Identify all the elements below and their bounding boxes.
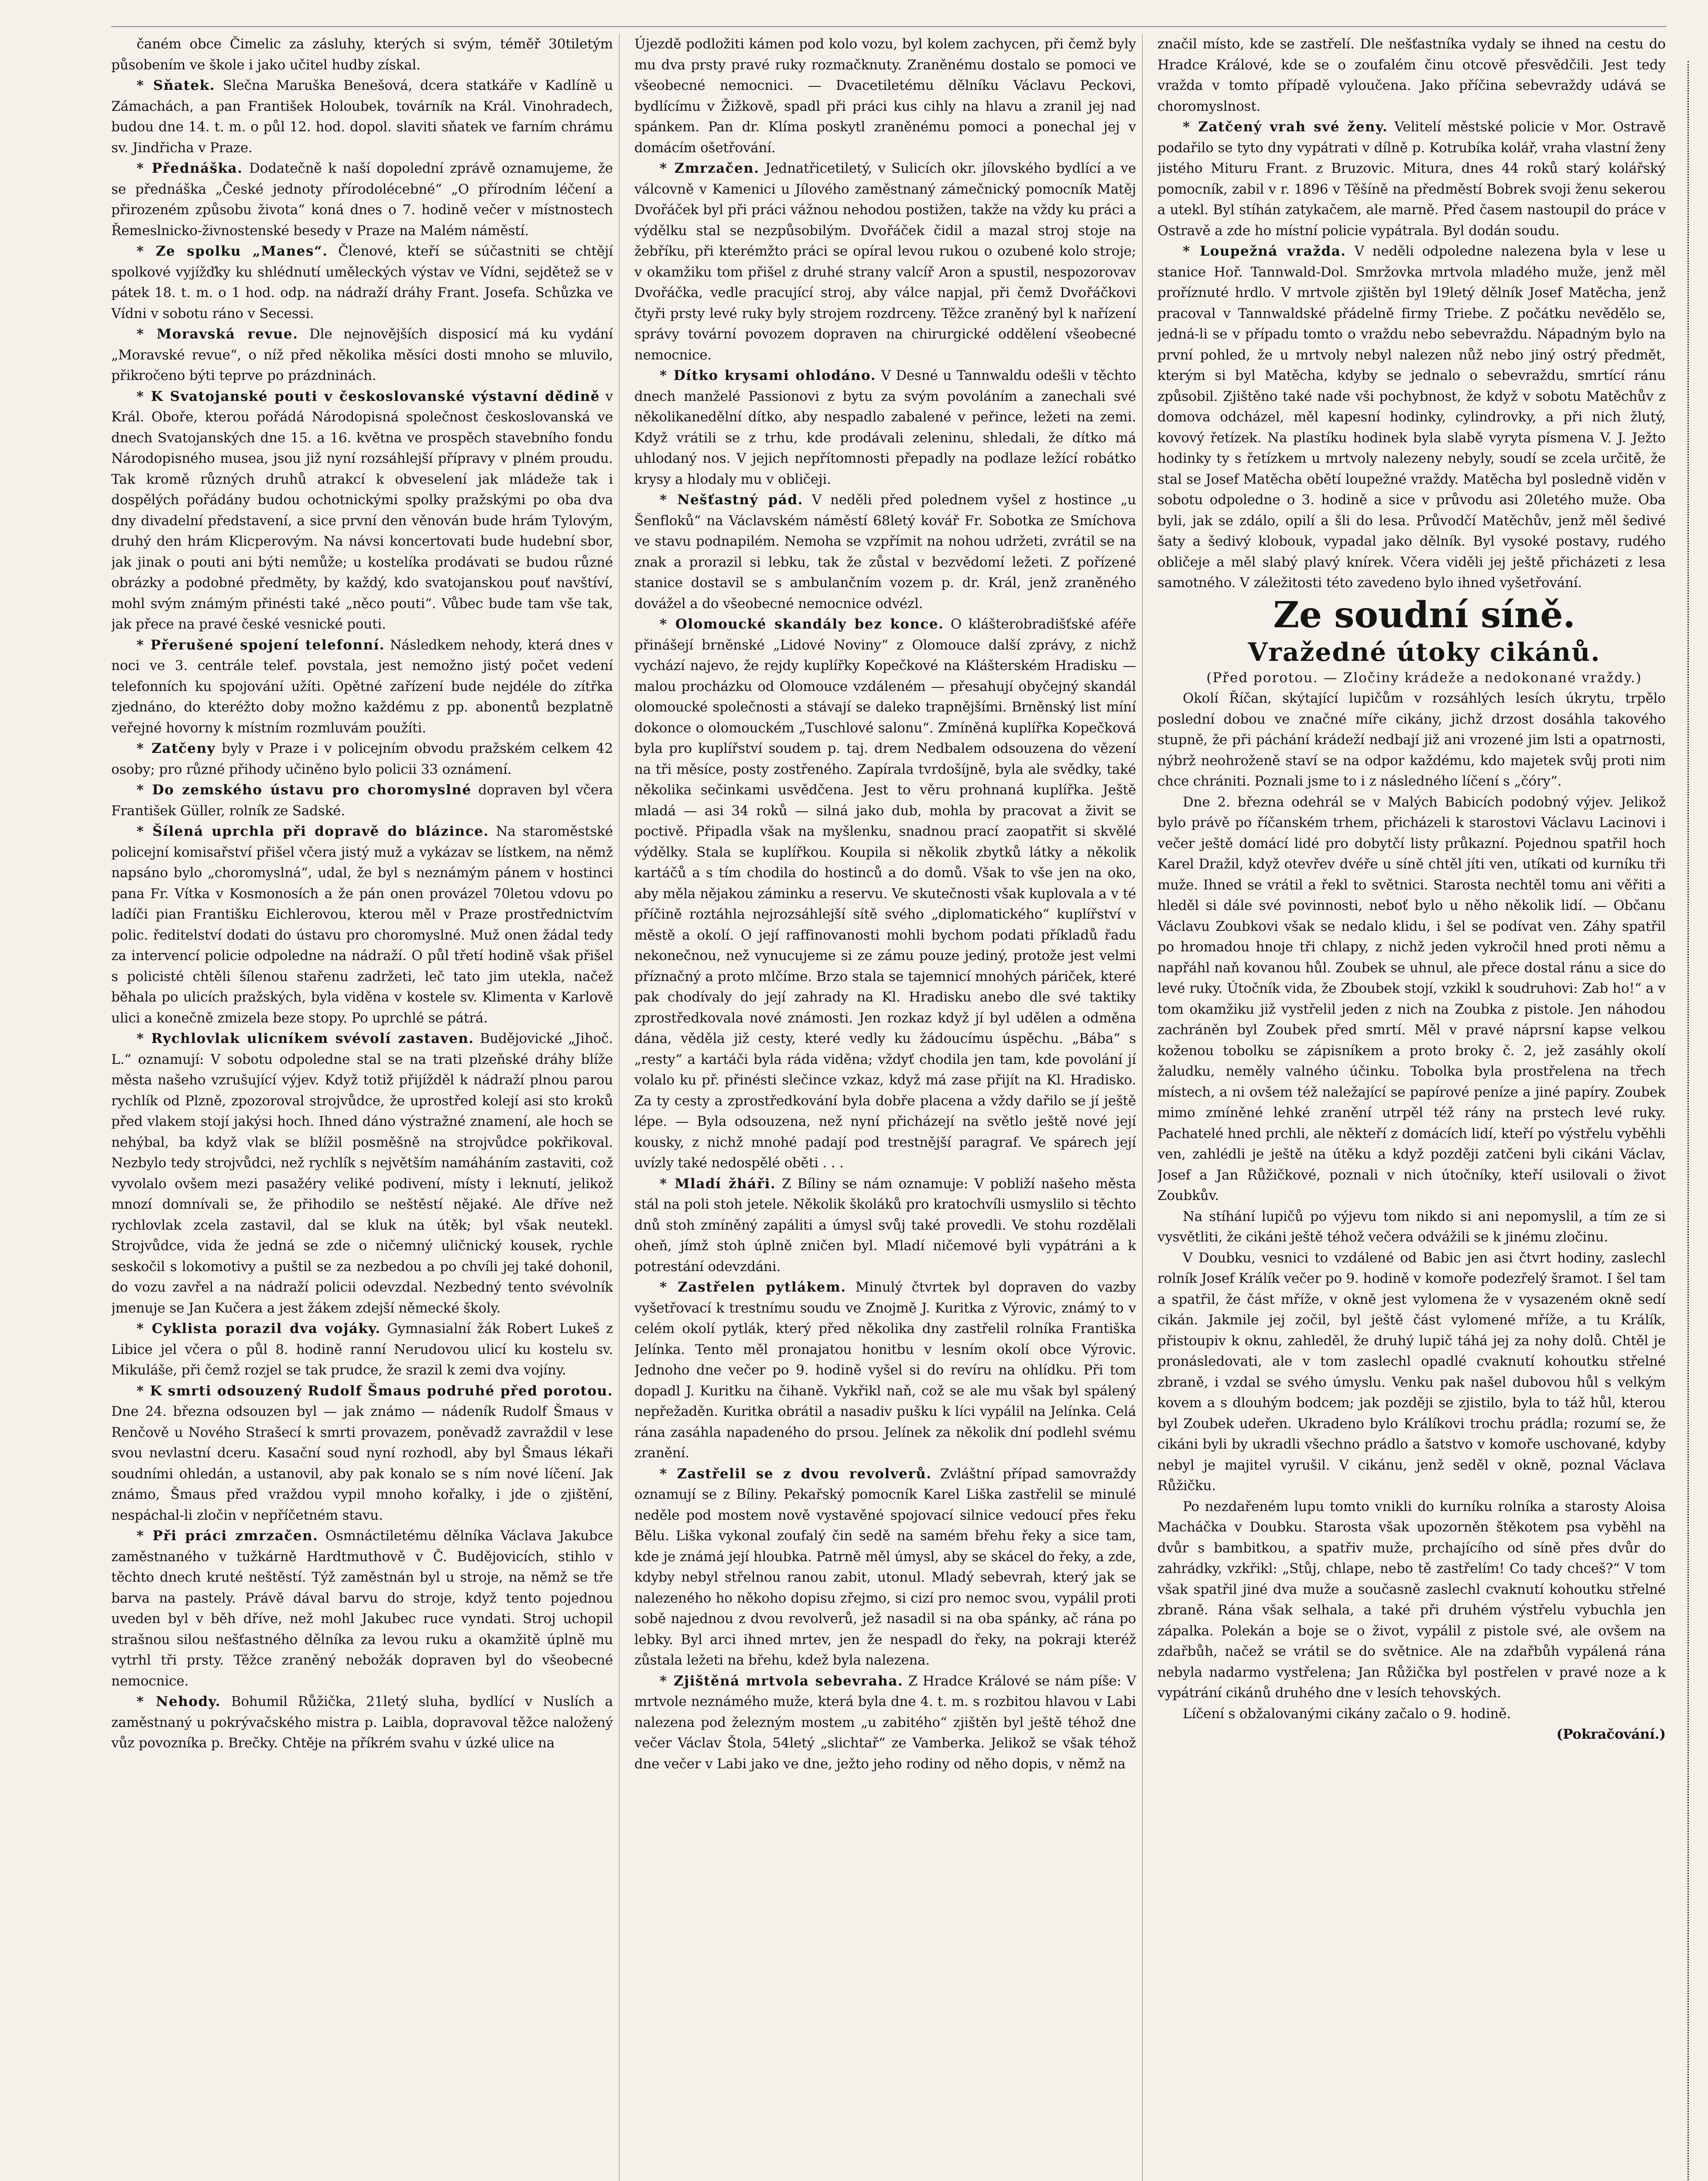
continued-note: (Pokračování.) <box>1556 1726 1666 1742</box>
article-text: V Desné u Tannwaldu odešli v těchto dnech manželé Passionovi z bytu za svým povoláním a zanechali své několikanedělní dítko, aby nespadlo zabalené v peřince, ležeti na zemi. Když vrátili se z trhu, kde prodávali zeleninu, shledali, že dítko má uhlodaný nos. V jejich nepřítomnosti přepadly na podlaze ležící robátko krysy a hlodaly mu v obličeji. <box>634 368 1136 487</box>
article-text: v Král. Oboře, kterou pořádá Národopisná společnost českoslovanská ve dnech Svatojanských dne 15. a 16. května ve prospěch stavebního fondu Národopisného musea, jsou již nyní rozsáhlejší přípravy v plném proudu. Tak kromě různých druhů atrakcí k obveselení jak mládeže tak i dospělých pořádány budou ochotnickými spolky pražskými po oba dva dny divadelní představení, a sice první den věnován bude hrám Tylovým, druhý den hrám Klicperovým. Na návsi koncertovati bude hudební sbor, jak jinak o pouti ani býti nemůže; u kostelíka prodávati se budou různé obrázky a podobné předměty, by každý, kdo svatojanskou pouť navštíví, mohl svým známým přinésti také „něco pouti“. Vůbec bude tam vše tak, jak přece na pravé české vesnické pouti. <box>111 388 613 632</box>
article-headline: * Do zemského ústavu pro choromyslné <box>137 782 472 798</box>
article-headline: * Mladí žháři. <box>660 1176 776 1192</box>
article-paragraph <box>111 1692 613 1754</box>
article-headline: * Dítko krysami ohlodáno. <box>660 368 876 383</box>
article-text: Na staroměstské policejní komisařství přišel včera jistý muž a vykázav se lístkem, na němž napsáno bylo „choromyslná“, udal, že byl s neznámým pánem v hostinci pana Fr. Vítka v Kosmonosích a že pán onen provázel 70letou vdovu po ladíči pian Františku Eichlerovou, kterou měl v Praze prostřednictvím polic. ředitelství dodati do ústavu pro choromyslné. Muž onen žádal tedy za intervencí policie odpoledne na nádraží. O půl třetí hodině však přišel s policisté chtěli šílenou stařenu zadržeti, leč tato jim utekla, načež běhala po ulicích pražských, byla viděna v kostele sv. Klimenta v Karlově ulici a konečně zmizela beze stopy. Po uprchlé se pátrá. <box>111 824 613 1026</box>
article-paragraph <box>111 75 613 158</box>
article-paragraph <box>1157 1207 1666 1248</box>
article-paragraph <box>111 324 613 386</box>
article-paragraph <box>1157 1248 1666 1497</box>
article-paragraph <box>634 1671 1136 1775</box>
article-headline: * Nešťastný pád. <box>660 492 803 508</box>
article-text: V Doubku, vesnici to vzdálené od Babic jen asi čtvrt hodiny, zaslechl rolník Josef Králík večer po 9. hodině v komoře podezřelý šramot. I šel tam a spatřil, že část mříže, v okně jest vylomena že v vysazeném okně sedí cikán. Jakmile jej zočil, byl ještě část vylomené mříže, a tu Králík, přistoupiv k oknu, zahleděl, že druhý lupič táhá jej za nohy dolů. Chtěl je pronásledovati, ale v tom zaslechl opadlé cvaknutí kohoutku střelné zbraně, i vzdal se svého úmyslu. Venku pak našel dubovou hůl s velkým kovem a s dlouhým bodcem; jak později se zjistilo, byla to táž hůl, kterou byl Zoubek udeřen. Ukradeno bylo Králíkovi trochu prádla; rozumí se, že cikáni byli by ukradli všechno prádlo a šatstvo v komoře uschované, kdyby nebyl je majitel vyrušil. V cikánu, jenž seděl v okně, poznal Václava Růžičku. <box>1157 1250 1666 1494</box>
article-text: Budějovické „Jihoč. L.“ oznamují: V sobotu odpoledne stal se na trati plzeňské dráhy blíže města našeho vzrušující výjev. Když totiž přijížděl k nádraží plnou parou rychlík od Plzně, zpozoroval strojvůdce, že uprostřed kolejí asi sto kroků před vlakem stojí jakýsi hoch. Ihned dáno výstražné znamení, ale hoch se nehýbal, ba když vlak se blížil posměšně na strojvůdce pokřikoval. Nezbylo tedy strojvůdci, než rychlík s největším namáháním zastaviti, což vyvolalo ovšem mezi pasažéry veliké podivení, místy i leknutí, jelikož mnozí domnívali se, že přihodilo se neštěstí nějaké. Ale dříve než rychlovlak zcela zastavil, dal se kluk na útěk; byl však neutekl. Strojvůdce, vida že jedná se zde o ničemný uličnický kousek, rychle seskočil s lokomotivy a puštil se za nezbedou a po chvíli jej také dohonil, do vozu zavřel a na nádraží policii odevzdal. Nezbedný tento svévolník jmenuje se Jan Kučera a jest žákem zdejší německé školy. <box>111 1031 613 1316</box>
article-paragraph <box>1157 34 1666 117</box>
article-headline: * Sňatek. <box>137 78 215 93</box>
article-paragraph <box>1157 241 1666 594</box>
article-headline: * Zastřelen pytlákem. <box>660 1279 846 1295</box>
article-paragraph <box>111 738 613 780</box>
article-paragraph <box>111 780 613 821</box>
article-paragraph <box>1157 1704 1666 1725</box>
article-text: Velitelí městské policie v Mor. Ostravě podařilo se tyto dny vypátrati v dílně p. Kotrubíka kolář, vraha vlastní ženy jistého Mituru Frant. z Bruzovic. Mitura, dnes 44 roků starý kolářský pomocník, zabil v r. 1896 v Těšíně na předměstí Bobrek svoji ženu sekerou a utekl. Byl stíhán zatykačem, ale marně. Před časem nastoupil do práce v Ostravě a zde ho místní policie vypátrala. Byl dodán soudu. <box>1157 119 1666 239</box>
article-text: Dodatečně k naší dopolední zprávě oznamujeme, že se přednáška „České jednoty přírodolécebné“ „O přírodním léčení a přirozeném způsobu života“ koná dnes o 7. hodině večer v místnostech Řemeslnicko-živnostenské besedy v Praze na Malém náměstí. <box>111 161 613 239</box>
top-rule <box>111 26 1667 27</box>
article-headline: * Zjištěná mrtvola sebevraha. <box>660 1673 904 1689</box>
article-text: Z Hradce Králové se nám píše: V mrtvole neznámého muže, která byla dne 4. t. m. s rozbitou hlavou v Labi nalezena pod železným mostem „u zabitého“ zjištěn byl ještě téhož dne večer Václav Štola, 54letý „slichtař“ ze Vamberka. Jelikož se však téhož dne večer v Labi jako ve dne, ježto jeho rodiny od něho dopis, v němž na <box>634 1673 1136 1772</box>
article-paragraph <box>111 386 613 635</box>
article-headline: * Loupežná vražda. <box>1183 243 1346 259</box>
article-headline: * Zatčený vrah své ženy. <box>1183 119 1388 135</box>
article-headline: * Nehody. <box>137 1694 221 1709</box>
article-text: Bohumil Růžička, 21letý sluha, bydlící v Nuslích a zaměstnaný u pokrývačského mistra p. Laibla, dopravoval těžce naložený vůz povozníka p. Brečky. Chtěje na příkrém svahu v úzké ulice na <box>111 1694 613 1751</box>
article-paragraph <box>1157 792 1666 1207</box>
article-headline: * Cyklista porazil dva vojáky. <box>137 1321 381 1337</box>
article-paragraph <box>1157 1497 1666 1704</box>
article-text: Okolí Říčan, skýtající lupičům v rozsáhlých lesích úkrytu, trpělo poslední dobou ve značné míře cikány, jichž drzost dosáhla takového stupně, že při páchání krádeží nedbají již ani vrozené jim lsti a opatrnosti, nýbrž neohroženě staví se na odpor každému, kdo majetek svůj proti nim chce chrániti. Poznali jsme to i z následného líčení s „čóry“. <box>1157 691 1666 789</box>
column-3 <box>1157 34 1666 2181</box>
article-paragraph <box>1157 688 1666 792</box>
section-title: Ze soudní síně. <box>1273 594 1575 636</box>
article-headline: * K Svatojanské pouti v českoslovanské výstavní dědině <box>137 388 600 404</box>
article-headline: * Rychlovlak ulicníkem svévolí zastaven. <box>137 1031 474 1046</box>
article-text: V neděli odpoledne nalezena byla v lese u stanice Hoř. Tannwald-Dol. Smržovka mrtvola mladého muže, jenž měl proříznuté hrdlo. V mrtvole zjištěn byl 19letý dělník Josef Matěcha, jenž pracoval v Tannwaldské přádelně firmy Triebe. Z počátku nevědělo se, jedná-li se v případu tomto o vraždu nebo sebevraždu. Nápadným bylo na první pohled, že u mrtvoly nebyl nalezen nůž nebo jiný ostrý předmět, kterým si byl Matěcha, kdyby se jednalo o sebevraždu, smrtící ránu způsobil. Zjištěno také nade vši pochybnost, že když v sobotu Matěchův z domova odcházel, měl kapesní hodinky, cylindrovky, a při nich žlutý, kovový řetízek. Na plastíku hodinek byla slabě vyryta písmena V. J. Ježto hodinky ty s řetízkem u mrtvoly nalezeny nebyly, soudí se zcela určitě, že stal se Josef Matěcha obětí loupežné vraždy. Matěcha byl posledně viděn v sobotu odpoledne o 3. hodině a sice v průvodu asi 20letého muže. Oba byli, jak se zdálo, opilí a šli do lesa. Průvodčí Matěchův, jenž měl šedivé šaty a šedivý klobouk, vypadal jako dělník. Byl vysoké postavy, rudého obličeje a měl slabý plavý knírek. Včera viděli jej ještě přicházeti z lesa samotného. V záležitosti této zavedeno bylo ihned vyšetřování. <box>1157 243 1666 591</box>
article-paragraph <box>634 614 1136 1174</box>
article-headline: * Zmrzačen. <box>660 161 760 176</box>
article-headline: * Při práci zmrzačen. <box>137 1528 318 1544</box>
article-paragraph <box>634 1174 1136 1278</box>
article-headline: * Olomoucké skandály bez konce. <box>660 616 944 632</box>
article-text: značil místo, kde se zastřelí. Dle nešťastníka vydaly se ihned na cestu do Hradce Králové, kde se o zoufalém činu otcově přesvědčili. Jest tedy vražda v tomto případě vyloučena. Jako příčina sebevraždy udává se choromyslnost. <box>1157 36 1666 114</box>
article-headline: * Přerušené spojení telefonní. <box>137 637 385 653</box>
article-text: Z Bíliny se nám oznamuje: V pobliží našeho města stál na poli stoh jetele. Několik školáků pro kratochvíli usmyslilo si těchto dnů stoh zmíněný zapáliti a úmysl svůj také provedli. Ve stohu rozdělali oheň, jímž stoh úplně zničen byl. Mladí ničemové byli vypátráni a k potrestání odevzdáni. <box>634 1176 1136 1275</box>
article-text: byly v Praze i v policejním obvodu pražském celkem 42 osoby; pro různé přihody učiněno bylo policii 33 oznámení. <box>111 741 613 777</box>
article-text: Gymnasialní žák Robert Lukeš z Libice jel včera o půl 8. hodině ranní Nerudovou ulicí ku kostelu sv. Mikuláše, při čemž rozjel se tak prudce, že srazil k zemi dva vojíny. <box>111 1321 613 1378</box>
article-headline: * Přednáška. <box>137 161 243 176</box>
article-paragraph <box>111 34 613 75</box>
article-text: Újezdě podložiti kámen pod kolo vozu, byl kolem zachycen, při čemž byly mu dva prsty pravé ruky rozmačknuty. Zraněnému dostalo se pomoci ve všeobecné nemocnici. — Dvacetiletému dělníku Václavu Peckovi, bydlícímu v Žižkově, spadl při práci kus cihly na hlavu a zranil jej nad spánkem. Pan dr. Klíma poskytl zraněnému pomoci a ponechal jej v domácím ošetřování. <box>634 36 1136 156</box>
article-text: Dle nejnovějších disposicí má ku vydání „Moravské revue“, o níž před několika měsíci dosti mnoho se mluvilo, přikročeno býti teprve po prázdninách. <box>111 326 613 383</box>
article-text: Dne 24. března odsouzen byl — jak známo — nádeník Rudolf Šmaus v Renčově u Nového Strašecí k smrti provazem, poněvadž zavraždil v lese svou nevlastní dceru. Kasační soud nyní rozhodl, aby byl Šmaus lékaři soudními ohledán, a ustanovil, aby pak konalo se s ním nové líčení. Jak známo, Šmaus před vraždou vypil mnoho kořalky, i jde o zjištění, nespáchal-li zločin v nepříčetném stavu. <box>111 1404 613 1523</box>
article-headline: * Zatčeny <box>137 741 216 756</box>
article-paragraph <box>111 821 613 1029</box>
article-headline: * Ze spolku „Manes“. <box>137 243 328 259</box>
article-headline: * Zastřelil se z dvou revolverů. <box>660 1466 932 1482</box>
article-text: Následkem nehody, která dnes v noci ve 3. centrále telef. povstala, jest nemožno jistý počet vedení telefonních ku spojování užíti. Opětné zařízení bude nejdéle do zítřka zjednáno, do kteréžto doby možno každému z pp. abonentů bezplatně veřejné hovorny k místním rozmluvám použíti. <box>111 637 613 736</box>
article-text: Minulý čtvrtek byl dopraven do vazby vyšetřovací k trestnímu soudu ve Znojmě J. Kuritka z Výrovic, známý to v celém okolí pytlák, který před několika dny zastřelil rolníka Františka Jelínka. Tento měl pronajatou honitbu v lesním okolí obce Výrovic. Jednoho dne večer po 9. hodině vyšel si do revíru na ohlídku. Při tom dopadl J. Kuritku na čihaně. Vykřikl naň, což se ale mu však byl spálený nepřežaděn. Kuritka obrátil a nasadiv pušku k líci vypálil na Jelínka. Celá rána zasáhla napadeného do prsou. Jelínek za několik dní podlehl svému zranění. <box>634 1279 1136 1461</box>
article-paragraph <box>634 366 1136 490</box>
article-paragraph <box>111 1526 613 1692</box>
article-paragraph <box>111 241 613 324</box>
section-note: (Před porotou. — Zločiny krádeže a nedokonané vraždy.) <box>1206 670 1642 686</box>
article-text: Členové, kteří se súčastniti se chtějí spolkové vyjížďky ku shlédnutí uměleckých výstav ve Vídni, sejdětež se v pátek 18. t. m. o 1 hod. odp. na nádraží dráhy Frant. Josefa. Schůzka ve Vídni v sobotu ráno v Secessi. <box>111 243 613 321</box>
article-text: Na stíhání lupičů po výjevu tom nikdo si ani nepomyslil, a tím ze si vysvětliti, že cikáni ještě téhož večera odvážili se k jinému zločinu. <box>1157 1208 1666 1245</box>
article-text: Slečna Maruška Benešová, dcera statkáře v Kadlíně u Zámachách, a pan František Holoubek, továrník na Král. Vinohradech, budou dne 14. t. m. o půl 12. hod. dopol. slaviti sňatek ve farním chrámu sv. Jindřicha v Praze. <box>111 78 613 156</box>
article-paragraph <box>1157 117 1666 241</box>
article-text: Osmnáctiletému dělníka Václava Jakubce zaměstnaného v tužkárně Hardtmuthově v Č. Budějovicích, stihlo v těchto dnech kruté neštěstí. Týž zaměstnán byl u stroje, na němž se tře barva na pastely. Právě dával barvu do stroje, když tento pojednou uveden byl v běh dříve, než mohl Jakubec ruce vyndati. Stroj uchopil strašnou silou nešťastného dělníka za levou ruku a okamžitě úplně mu vytrhl tři prsty. Těžce zraněný nebožák dopraven byl do všeobecné nemocnice. <box>111 1528 613 1689</box>
article-paragraph <box>111 1381 613 1526</box>
columns <box>111 34 1667 2181</box>
article-paragraph <box>111 1319 613 1381</box>
article-text: čaném obce Čimelic za zásluhy, kterých si svým, téměř 30tiletým působením ve škole i jako učitel hudby získal. <box>111 36 613 73</box>
article-paragraph <box>634 1464 1136 1671</box>
article-paragraph <box>111 1029 613 1319</box>
article-paragraph <box>111 635 613 739</box>
article-text: O klášterobradišťské aféře přinášejí brněnské „Lidové Noviny“ z Olomouce další zprávy, z nichž vychází najevo, že rejdy kuplířky Kopečkové na Klášterském Hradisku — malou procházku od Olomouce vzdáleném — přesahují obyčejný skandál olomoucké společnosti a stávají se daleko trapnějšími. Brněnský list míní dokonce o olomouckém „Tuschlové salonu“. Zmíněná kuplířka Kopečková byla pro kuplířství soudem p. taj. drem Nedbalem odsouzena do vězení na tři měsíce, posty zostřeného. Zapírala tvrdošíjně, byla ale svědky, také několika sečinkami usvědčena. Jest to věru prohnaná kuplířka. Ještě mladá — asi 34 roků — silná jako dub, mohla by pracovat a živit se poctivě. Připadla však na myšlenku, snadnou prací zaopatřit si skvělé výdělky. Stala se kuplířkou. Koupila si několik zbytků látky a několik kartáčů a s tím chodila do hostinců a do domů. Však to vše jen na oko, aby měla nějakou záminku a reservu. Ve skutečnosti však kuplovala a v té příčině roztáhla nejrozsáhlejší sítě svého „diplomatického“ kuplířství v městě a okolí. O její raffinovanosti mohli bychom podati příkladů řadu nekonečnou, než vynucujeme si ze zámu pouze jediný, protože jest velmi příznačný a proto mlčíme. Brzo stala se tajemnicí mnohých páriček, které pak chodívaly do její zahrady na Kl. Hradisku anebo dle své taktiky zprostředkovala nové známosti. Jen rozkaz když jí byl udělen a odměna dána, věděla již cesty, které vedly ku žádoucímu úspěchu. „Bába“ s „resty“ a kartáči byla ráda viděna; vždyť chodila jen tam, kde povolání jí volalo ku př. přinésti slečince vzkaz, když má zase přijít na Kl. Hradisko. Za ty cesty a zprostředkování byla dobře placena a vždy dařilo se jí ještě lépe. — Byla odsouzena, než nyní přicházejí na světlo ještě nové její kousky, z nichž mnohé padají pod trestnější paragraf. Ve spárech její uvízly také nedospělé oběti . . . <box>634 616 1136 1171</box>
binding-edge <box>1687 61 1697 2181</box>
article-headline: * Šílená uprchla při dopravě do blázince. <box>137 824 489 839</box>
article-text: Líčení s obžalovanými cikány začalo o 9. hodině. <box>1183 1706 1511 1722</box>
article-paragraph <box>634 158 1136 366</box>
article-paragraph <box>634 490 1136 614</box>
article-headline: * K smrti odsouzený Rudolf Šmaus podruhé před porotou. <box>137 1383 613 1399</box>
article-text: Zvláštní případ samovraždy oznamují se z Bíliny. Pekařský pomocník Karel Liška zastřelil se minulé neděle pod mostem nově vystavěné spojovací silnice vedoucí přes řeku Bělu. Liška vykonal zoufalý čin sedě na samém břehu řeky a sice tam, kde je známá její hloubka. Patrně měl úmysl, aby se skácel do řeky, a zde, kdyby nebyl střelnou ranou zabit, utonul. Mladý sebevrah, který jak se nalezeného ho někoho dopisu zřejmo, si cizí pro nemoc svou, vypálil proti sobě najednou z dvou revolverů, jež nasadil si na oba spánky, ač rána po lebky. Byl arci ihned mrtev, jen že nespadl do řeky, na pokraji kteréž zůstala ležeti na břehu, kdež byla nalezena. <box>634 1466 1136 1668</box>
article-text: Jednatřicetiletý, v Sulicích okr. jílovského bydlící a ve válcovně v Kamenici u Jílového zaměstnaný zámečnický pomocník Matěj Dvořáček byl při práci vážnou nehodou postižen, takže na vždy ku práci a výdělku stal se nezpůsobilým. Dvořáček čidil a mazal stroj stoje na žebříku, při kterémžto práci se opíral levou rukou o ozubené kolo stroje; v okamžiku tom přišel z druhé strany valcíř Aron a spustil, nespozorovav Dvořáčka, vedle pracující stroj, aby válce napjal, při čemž Dvořáčkovi čtyři prsty levé ruky byly strojem rozdrceny. Těžce zraněný byl k nařízení správy tovární povozem dopraven na chirurgické oddělení všeobecné nemocnice. <box>634 161 1136 363</box>
article-text: V neděli před polednem vyšel z hostince „u Šenfloků“ na Václavském náměstí 68letý kovář Fr. Sobotka ze Smíchova ve stavu podnapilém. Nemoha se vzpřímit na nohou udržeti, zvrátil se na znak a prorazil si lebku, tak že zůstal v bezvědomí ležeti. Z pořízené stanice dostavil se s ambulančním vozem p. dr. Král, jenž zraněného dovážel a do všeobecné nemocnice odvézl. <box>634 492 1136 612</box>
article-paragraph <box>111 158 613 241</box>
article-paragraph <box>634 34 1136 158</box>
column-2 <box>634 34 1143 2181</box>
column-1 <box>111 34 620 2181</box>
section-subtitle: Vražedné útoky cikánů. <box>1248 637 1601 667</box>
article-headline: * Moravská revue. <box>137 326 298 342</box>
article-text: dopraven byl včera František Güller, rolník ze Sadské. <box>111 782 613 819</box>
article-text: Dne 2. března odehrál se v Malých Babicích podobný výjev. Jelikož bylo právě po říčanském trhem, přicházeli k starostovi Václavu Lacinovi i večer ještě domácí lidé pro dobytčí listy průkazní. Pojednou spatřil hoch Karel Dražil, když otevřev dvéře u síně chtěl jíti ven, utíkati od kurníku tři muže. Ihned se vrátil a řekl to světnici. Starosta nechtěl tomu ani věřiti a hleděl si dále své povinnosti, neboť bylo u něho několik lidí. — Občanu Václavu Zoubkovi však se nedalo klidu, i šel se podívat ven. Záhy spatřil po hromadou hnoje tři chlapy, z nichž jeden vykročil hned proti němu a napřáhl naň kovanou hůl. Zoubek se uhnul, ale přece dostal ránu a sice do levé ruky. Útočník vida, že Zboubek stojí, vzkikl k soudruhovi: Zab ho!“ a v tom okamžiku již vystřelil jeden z nich na Zoubka z pistole. Jen náhodou zachráněn byl Zoubek před smrtí. Měl v pravé náprsní kapse velkou koženou tobolku se zápisníkem a proto broky č. 2, jež zasáhly okolí žaludku, neměly valného účinku. Tobolka byla prostřelena na třech místech, a ni ovšem též naležající se papírové peníze a jiné papíry. Zoubek mimo zmíněné lehké zranění utrpěl též rány na prstech levé ruky. Pachatelé hned prchli, ale někteří z domácích lidí, kteří po výstřelu vyběhli ven, zahlédli je ještě na útěku a když později zatčeni byli cikáni Václav, Josef a Jan Růžičkové, poznali v nich útočníky, kteří usilovali o život Zoubkův. <box>1157 794 1666 1203</box>
article-paragraph <box>634 1277 1136 1464</box>
article-text: Po nezdařeném lupu tomto vnikli do kurníku rolníka a starosty Aloisa Macháčka v Doubku. Starosta však upozorněn štěkotem psa vyběhl na dvůr s bambitkou, a spatřiv muže, prchajícího od síně přes dvůr do zahrádky, vzkřikl: „Stůj, chlape, nebo tě zastřelím! Co tady chceš?“ V tom však spatřil jiné dva muže a současně zaslechl cvaknutí kohoutku střelné zbraně. Rána však selhala, a také při druhém výstřelu vybuchla jen zápalka. Polekán a boje se o život, vypálil z pistole své, ale ovšem na zdařbůh, načež se vrátil se do světnice. Ale na zdařbůh vypálená rána nebyla nadarmo vystřelena; Jan Růžička byl postřelen v pravé noze a k vypátrání cikánů druhého dne v lesích tehovských. <box>1157 1498 1666 1701</box>
